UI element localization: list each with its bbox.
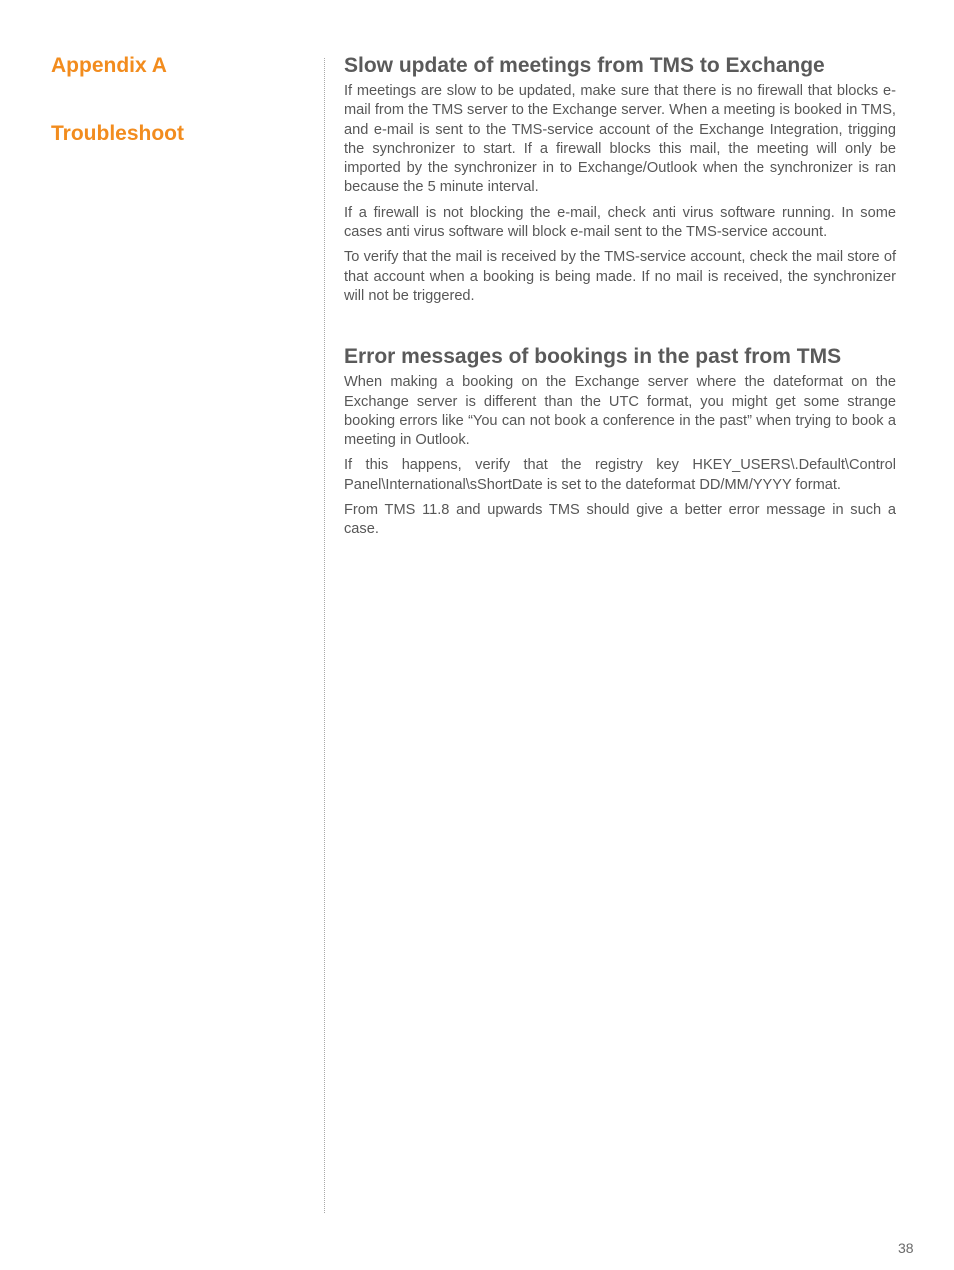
page-number: 38 <box>898 1240 914 1256</box>
paragraph: From TMS 11.8 and upwards TMS should give a better error message in such a case. <box>344 502 896 538</box>
section-slow-update <box>344 53 896 306</box>
paragraph: If meetings are slow to be updated, make sure that there is no firewall that blocks e-mail from the TMS server to the Exchange server. When a meeting is booked in TMS, and e-mail is sent to the TMS-service account of the Exchange Integration, trigging the synchronizer to start. If a firewall blocks this mail, the meeting will only be imported by the synchronizer in to Exchange/Outlook when the synchronizer is ran because the 5 minute interval. <box>344 83 896 196</box>
paragraph: If this happens, verify that the registry key HKEY_USERS\.Default\Control Panel\International\sShortDate is set to the dateformat DD/MM/YYYY format. <box>344 457 896 493</box>
paragraph: If a firewall is not blocking the e-mail, check anti virus software running. In some cases anti virus software will block e-mail sent to the TMS-service account. <box>344 204 896 241</box>
appendix-heading: Appendix A <box>51 54 167 77</box>
section-error-messages <box>344 344 896 539</box>
chapter-heading: Troubleshoot <box>51 122 184 145</box>
section-title: Slow update of meetings from TMS to Exchange <box>344 54 825 77</box>
paragraph: When making a booking on the Exchange server where the dateformat on the Exchange server is different than the UTC format, you might get some strange booking errors like “You can not book a conference in the past” when trying to book a meeting in Outlook. <box>344 374 896 449</box>
section-title: Error messages of bookings in the past from TMS <box>344 345 842 369</box>
column-divider <box>324 58 325 1213</box>
paragraph: To verify that the mail is received by the TMS-service account, check the mail store of that account when a booking is being made. If no mail is received, the synchronizer will not be triggered. <box>344 249 896 304</box>
main-content <box>344 53 896 546</box>
